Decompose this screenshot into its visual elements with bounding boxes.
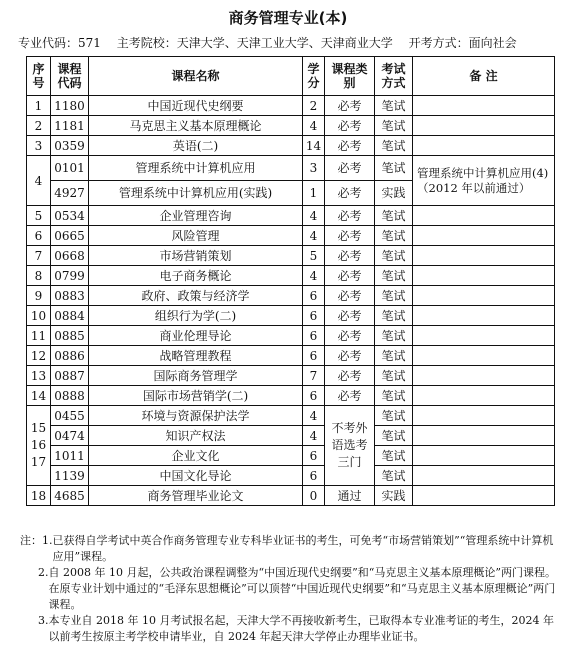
cell-credit: 6 — [303, 346, 325, 366]
cell-remark — [413, 386, 555, 406]
footnote-number: 1. — [42, 534, 53, 547]
cell-remark — [413, 96, 555, 116]
cell-credit: 6 — [303, 306, 325, 326]
cell-category: 必考 — [325, 286, 375, 306]
major-code: 专业代码：571 — [18, 36, 101, 50]
page-title: 商务管理专业(本) — [228, 9, 348, 27]
cell-code: 0888 — [51, 386, 89, 406]
cell-remark — [413, 326, 555, 346]
table-row — [27, 346, 555, 366]
cell-method: 实践 — [375, 486, 413, 506]
cell-name: 企业管理咨询 — [89, 206, 303, 226]
cell-method: 实践 — [375, 181, 413, 206]
table-row — [27, 116, 555, 136]
cell-code: 0887 — [51, 366, 89, 386]
cell-method: 笔试 — [375, 466, 413, 486]
cell-credit: 4 — [303, 226, 325, 246]
footnote-1 — [20, 533, 564, 565]
cell-credit: 4 — [303, 426, 325, 446]
cell-credit: 14 — [303, 136, 325, 156]
cell-category: 必考 — [325, 206, 375, 226]
cell-category: 必考 — [325, 386, 375, 406]
cell-method: 笔试 — [375, 246, 413, 266]
cell-seq: 1 — [27, 96, 51, 116]
table-row — [27, 446, 555, 466]
footnote-prefix: 注： — [20, 534, 42, 547]
cell-name: 电子商务概论 — [89, 266, 303, 286]
exam-type: 开考方式：面向社会 — [408, 36, 517, 50]
footnote-2 — [20, 565, 564, 613]
cell-method: 笔试 — [375, 346, 413, 366]
cell-seq: 10 — [27, 306, 51, 326]
cell-method: 笔试 — [375, 156, 413, 181]
cell-remark — [413, 136, 555, 156]
cell-method: 笔试 — [375, 446, 413, 466]
table-row — [27, 156, 555, 181]
cell-category: 必考 — [325, 181, 375, 206]
cell-method: 笔试 — [375, 116, 413, 136]
header-credit: 学分 — [303, 57, 325, 96]
cell-remark — [413, 366, 555, 386]
header-name: 课程名称 — [89, 57, 303, 96]
cell-seq: 9 — [27, 286, 51, 306]
cell-credit: 2 — [303, 96, 325, 116]
cell-credit: 4 — [303, 406, 325, 426]
cell-code: 0883 — [51, 286, 89, 306]
cell-seq: 3 — [27, 136, 51, 156]
footnote-number: 3. — [38, 614, 49, 627]
cell-remark — [413, 346, 555, 366]
cell-name: 管理系统中计算机应用(实践) — [89, 181, 303, 206]
cell-name: 企业文化 — [89, 446, 303, 466]
header-seq: 序号 — [27, 57, 51, 96]
cell-credit: 6 — [303, 326, 325, 346]
cell-method: 笔试 — [375, 406, 413, 426]
cell-remark — [413, 116, 555, 136]
cell-category: 必考 — [325, 266, 375, 286]
cell-credit: 1 — [303, 181, 325, 206]
cell-remark — [413, 486, 555, 506]
cell-credit: 6 — [303, 466, 325, 486]
cell-category: 通过 — [325, 486, 375, 506]
cell-name: 中国近现代史纲要 — [89, 96, 303, 116]
cell-seq: 11 — [27, 326, 51, 346]
cell-credit: 6 — [303, 386, 325, 406]
cell-category: 必考 — [325, 346, 375, 366]
footnote-text: 自 2008 年 10 月起，公共政治课程调整为“中国近现代史纲要”和“马克思主义基本原理概论”两门课程。在原专业计划中通过的“毛泽东思想概论”可以顶替“中国近现代史纲要”和“马克思主义基本原理概论”两门课程。 — [48, 566, 556, 611]
table-row — [27, 366, 555, 386]
cell-name: 环境与资源保护法学 — [89, 406, 303, 426]
cell-remark — [413, 406, 555, 426]
cell-method: 笔试 — [375, 266, 413, 286]
major-meta — [18, 34, 568, 51]
cell-credit: 5 — [303, 246, 325, 266]
header-remark: 备 注 — [413, 57, 555, 96]
cell-code: 1180 — [51, 96, 89, 116]
cell-category: 必考 — [325, 326, 375, 346]
cell-code: 1181 — [51, 116, 89, 136]
cell-name: 风险管理 — [89, 226, 303, 246]
cell-name: 商业伦理导论 — [89, 326, 303, 346]
cell-method: 笔试 — [375, 326, 413, 346]
header-category: 课程类别 — [325, 57, 375, 96]
cell-method: 笔试 — [375, 226, 413, 246]
header-method: 考试方式 — [375, 57, 413, 96]
cell-seq-group: 15 16 17 — [27, 406, 51, 486]
cell-code: 0799 — [51, 266, 89, 286]
cell-code: 0885 — [51, 326, 89, 346]
cell-name: 马克思主义基本原理概论 — [89, 116, 303, 136]
cell-elective-category: 不考外语选考三门 — [325, 406, 375, 486]
cell-category: 必考 — [325, 366, 375, 386]
cell-seq: 7 — [27, 246, 51, 266]
cell-code: 0884 — [51, 306, 89, 326]
cell-category: 必考 — [325, 246, 375, 266]
cell-name: 组织行为学(二) — [89, 306, 303, 326]
cell-name: 政府、政策与经济学 — [89, 286, 303, 306]
table-row — [27, 266, 555, 286]
cell-credit: 6 — [303, 446, 325, 466]
course-table — [26, 56, 555, 506]
table-row — [27, 96, 555, 116]
cell-code: 4685 — [51, 486, 89, 506]
exam-schools: 主考院校：天津大学、天津工业大学、天津商业大学 — [116, 36, 393, 50]
cell-seq: 2 — [27, 116, 51, 136]
cell-seq: 18 — [27, 486, 51, 506]
cell-category: 必考 — [325, 96, 375, 116]
cell-remark-computer-course: 管理系统中计算机应用(4)（2012 年以前通过） — [413, 156, 555, 206]
cell-category: 必考 — [325, 136, 375, 156]
cell-code: 0101 — [51, 156, 89, 181]
cell-seq: 13 — [27, 366, 51, 386]
cell-name: 中国文化导论 — [89, 466, 303, 486]
cell-category: 必考 — [325, 306, 375, 326]
cell-code: 0534 — [51, 206, 89, 226]
cell-code: 0455 — [51, 406, 89, 426]
footnote-number: 2. — [38, 566, 49, 579]
footnote-text: 本专业自 2018 年 10 月考试报名起，天津大学不再接收新考生，已取得本专业准考证的考生，2024 年以前考生按原主考学校申请毕业，自 2024 年起天津大学停止办理毕业证书。 — [48, 614, 554, 643]
cell-method: 笔试 — [375, 306, 413, 326]
cell-credit: 4 — [303, 266, 325, 286]
cell-seq: 6 — [27, 226, 51, 246]
cell-remark — [413, 306, 555, 326]
footnotes — [20, 533, 564, 645]
cell-method: 笔试 — [375, 286, 413, 306]
cell-credit: 7 — [303, 366, 325, 386]
cell-remark — [413, 226, 555, 246]
cell-credit: 0 — [303, 486, 325, 506]
cell-remark — [413, 206, 555, 226]
table-row — [27, 286, 555, 306]
header-code: 课程代码 — [51, 57, 89, 96]
cell-method: 笔试 — [375, 136, 413, 156]
cell-name: 管理系统中计算机应用 — [89, 156, 303, 181]
table-row — [27, 136, 555, 156]
table-header-row — [27, 57, 555, 96]
cell-category: 必考 — [325, 156, 375, 181]
table-row — [27, 386, 555, 406]
cell-name: 战略管理教程 — [89, 346, 303, 366]
cell-remark — [413, 246, 555, 266]
cell-credit: 6 — [303, 286, 325, 306]
cell-name: 国际市场营销学(二) — [89, 386, 303, 406]
cell-remark — [413, 446, 555, 466]
footnote-3 — [20, 613, 564, 645]
cell-category: 必考 — [325, 226, 375, 246]
table-row — [27, 246, 555, 266]
cell-name: 国际商务管理学 — [89, 366, 303, 386]
cell-seq: 5 — [27, 206, 51, 226]
cell-method: 笔试 — [375, 426, 413, 446]
cell-method: 笔试 — [375, 386, 413, 406]
cell-method: 笔试 — [375, 366, 413, 386]
cell-code: 0359 — [51, 136, 89, 156]
cell-code: 0668 — [51, 246, 89, 266]
cell-name: 商务管理毕业论文 — [89, 486, 303, 506]
table-row — [27, 486, 555, 506]
cell-remark — [413, 426, 555, 446]
table-row — [27, 206, 555, 226]
cell-method: 笔试 — [375, 206, 413, 226]
cell-code: 0886 — [51, 346, 89, 366]
cell-credit: 4 — [303, 116, 325, 136]
cell-seq: 12 — [27, 346, 51, 366]
cell-code: 4927 — [51, 181, 89, 206]
cell-credit: 4 — [303, 206, 325, 226]
cell-remark — [413, 286, 555, 306]
table-row — [27, 306, 555, 326]
table-row — [27, 226, 555, 246]
cell-code: 0474 — [51, 426, 89, 446]
cell-seq: 8 — [27, 266, 51, 286]
table-row — [27, 406, 555, 426]
cell-code: 1011 — [51, 446, 89, 466]
cell-remark — [413, 466, 555, 486]
footnote-text: 已获得自学考试中英合作商务管理专业专科毕业证书的考生，可免考“市场营销策划”“管理系统中计算机应用”课程。 — [52, 534, 554, 563]
cell-code: 0665 — [51, 226, 89, 246]
cell-code: 1139 — [51, 466, 89, 486]
cell-name: 知识产权法 — [89, 426, 303, 446]
cell-seq: 14 — [27, 386, 51, 406]
cell-remark — [413, 266, 555, 286]
cell-name: 英语(二) — [89, 136, 303, 156]
table-row — [27, 466, 555, 486]
cell-name: 市场营销策划 — [89, 246, 303, 266]
table-row — [27, 326, 555, 346]
table-row — [27, 426, 555, 446]
cell-credit: 3 — [303, 156, 325, 181]
cell-category: 必考 — [325, 116, 375, 136]
cell-method: 笔试 — [375, 96, 413, 116]
cell-seq: 4 — [27, 156, 51, 206]
